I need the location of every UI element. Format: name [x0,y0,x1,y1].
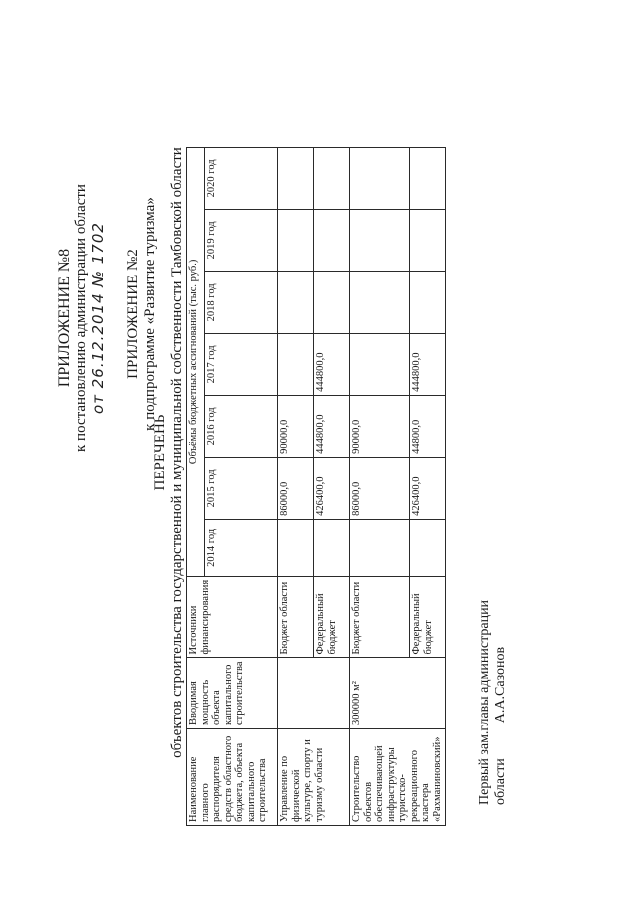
table-cell [350,271,410,333]
table-cell [410,519,446,576]
table-cell: 444800,0 [314,395,350,457]
table-cell: 44800,0 [410,395,446,457]
table-row [278,147,314,825]
table-cell: 86000,0 [350,457,410,519]
row-name: Строительство объектов обеспечивающей инфраструктуры туристско-рекреационного кластера «Рахманиновский» [350,729,446,826]
header-year: 2019 год [205,209,278,271]
row-name: Управление по физической культуре, спорту и туризму области [278,729,350,826]
handwritten-date-number: от 26.12.2014 № 1702 [89,222,107,414]
header-year: 2017 год [205,333,278,395]
table-cell: 444800,0 [314,333,350,395]
table-cell [278,147,314,209]
header-year: 2018 год [205,271,278,333]
table-cell [350,333,410,395]
header-year: 2020 год [205,147,278,209]
table-cell: 426400,0 [410,457,446,519]
table-cell [410,209,446,271]
table-cell: 90000,0 [278,395,314,457]
table-cell [278,209,314,271]
table-cell [278,519,314,576]
table-cell [314,209,350,271]
table-cell: 90000,0 [350,395,410,457]
signature-name: области А.А.Сазонов [493,646,508,805]
signature-position: Первый зам.главы администрации [477,599,492,805]
table-cell: 86000,0 [278,457,314,519]
document-subheading: объектов строительства государственной и муниципальной собственности Тамбовской области [169,147,185,758]
table-cell: 444800,0 [410,333,446,395]
row-capacity: 300000 м² [350,658,446,729]
header-sources: Источники финансирования [187,576,278,658]
document-title-block [152,0,186,905]
row-source: Федеральный бюджет [410,576,446,658]
header-name: Наименование главного распорядителя средств областного бюджета, объекта капитального строительства [187,729,278,826]
signature-block [477,600,509,805]
document-heading: ПЕРЕЧЕНЬ [152,414,168,491]
appendix-2-title: ПРИЛОЖЕНИЕ №2 [125,249,141,379]
table-cell [314,147,350,209]
table-cell [350,209,410,271]
table-cell [314,519,350,576]
header-volumes: Объёмы бюджетных ассигнований (тыс. руб.) [187,147,205,576]
table-cell [314,271,350,333]
header-year: 2014 год [205,519,278,576]
header-year: 2016 год [205,395,278,457]
table-cell [350,519,410,576]
table-cell [278,271,314,333]
table-cell: 426400,0 [314,457,350,519]
row-source: Федеральный бюджет [314,576,350,658]
appendix-8-decree-line: к постановлению администрации области [73,184,89,452]
row-source: Бюджет области [278,576,314,658]
appendix-8-title: ПРИЛОЖЕНИЕ №8 [56,248,73,388]
construction-budget-table [186,147,446,826]
table-cell [410,147,446,209]
table-row [350,147,410,825]
table-cell [410,271,446,333]
appendix-8-header [56,118,107,518]
table-cell [278,333,314,395]
table-cell [350,147,410,209]
row-capacity [278,658,350,729]
row-source: Бюджет области [350,576,410,658]
header-capacity: Вводимая мощность объекта капитального строительства [187,658,278,729]
appendix-2-subprogram-line: к подпрограмме «Развитие туризма» [142,197,158,431]
header-year: 2015 год [205,457,278,519]
